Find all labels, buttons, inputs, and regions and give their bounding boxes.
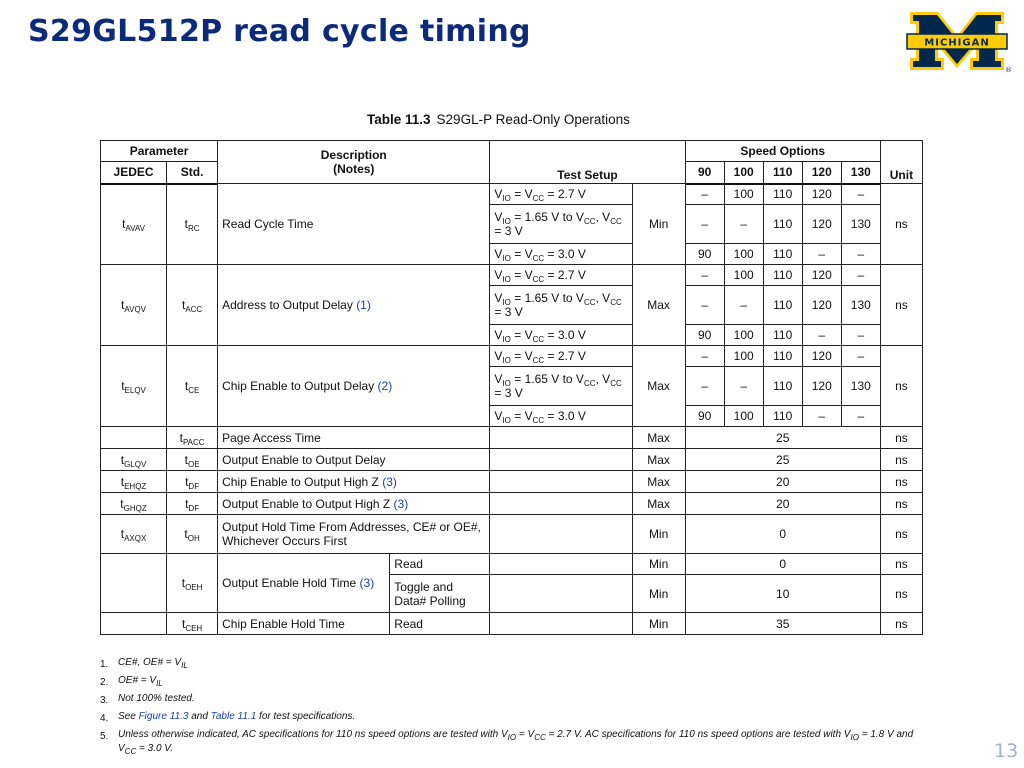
mode-label: Read: [390, 613, 490, 635]
speed-value: –: [841, 265, 880, 286]
speed-value: 110: [763, 244, 802, 265]
unit: ns: [880, 471, 922, 493]
speed-value: 90: [685, 244, 724, 265]
footnote-number: 4.: [100, 713, 109, 724]
speed-value: 100: [724, 265, 763, 286]
unit: ns: [880, 493, 922, 515]
test-condition: $V_{IO} = 1.65$ V to $V_{CC}$, $V_{CC} = 3$ V: [490, 205, 632, 244]
parameter-description: Address to Output Delay (1): [218, 265, 490, 346]
min-max: Max: [632, 493, 685, 515]
speed-value: 110: [763, 406, 802, 427]
speed-value: 100: [724, 406, 763, 427]
test-condition: [490, 554, 632, 575]
parameter-description: Output Enable Hold Time (3): [218, 554, 390, 613]
unit: ns: [880, 449, 922, 471]
table-link[interactable]: Table 11.1: [210, 711, 257, 722]
speed-value: 10: [685, 575, 880, 613]
min-max: Min: [632, 575, 685, 613]
jedec-symbol: [101, 554, 167, 613]
unit: ns: [880, 184, 922, 265]
table-row: [101, 346, 923, 367]
footnote-text: OE# = $V_{IL}$: [118, 675, 163, 688]
jedec-symbol: $t_{AVAV}$: [101, 184, 167, 265]
table-row: [101, 184, 923, 205]
unit: ns: [880, 427, 922, 449]
speed-value: 0: [685, 554, 880, 575]
speed-value: 120: [802, 205, 841, 244]
header-speed-options: Speed Options: [685, 141, 880, 162]
unit: ns: [880, 613, 922, 635]
unit: ns: [880, 346, 922, 427]
speed-value: 100: [724, 244, 763, 265]
footnote: [100, 656, 930, 674]
jedec-symbol: [101, 427, 167, 449]
speed-value: –: [724, 286, 763, 325]
min-max: Min: [632, 613, 685, 635]
jedec-symbol: [101, 613, 167, 635]
speed-value: –: [802, 244, 841, 265]
speed-value: –: [685, 205, 724, 244]
speed-value: –: [802, 325, 841, 346]
parameter-description: Chip Enable to Output Delay (2): [218, 346, 490, 427]
footnote-text: Unless otherwise indicated, AC specifications for 110 ns speed options are tested with $V_{IO} = V_{CC} = 2.7$ V. AC specifications for 110 ns speed options are tested with $V_{IO} = 1.8$ V and $V_{CC} = 3.0$ V.: [118, 729, 914, 756]
table-caption-title: S29GL-P Read-Only Operations: [436, 112, 630, 127]
test-condition: $V_{IO} = V_{CC} = 2.7$ V: [490, 265, 632, 286]
note-ref: (1): [356, 298, 371, 312]
read-only-operations-table: [100, 140, 923, 635]
speed-value: –: [841, 346, 880, 367]
mode-label: Read: [390, 554, 490, 575]
footnote-text: CE#, OE# = $V_{IL}$: [118, 657, 188, 670]
table-caption: [367, 112, 630, 127]
std-symbol: $t_{DF}$: [167, 493, 218, 515]
speed-value: 20: [685, 471, 880, 493]
test-condition: [490, 493, 632, 515]
speed-value: –: [841, 325, 880, 346]
speed-value: –: [724, 367, 763, 406]
test-condition: $V_{IO} = V_{CC} = 3.0$ V: [490, 406, 632, 427]
footnote: [100, 674, 930, 692]
speed-value: –: [841, 406, 880, 427]
speed-value: 100: [724, 184, 763, 205]
min-max: Min: [632, 554, 685, 575]
min-max: Max: [632, 449, 685, 471]
test-condition: $V_{IO} = 1.65$ V to $V_{CC}$, $V_{CC} = 3$ V: [490, 286, 632, 325]
jedec-symbol: $t_{GHQZ}$: [101, 493, 167, 515]
header-std: Std.: [167, 162, 218, 184]
note-ref: (3): [382, 474, 397, 489]
header-parameter: Parameter: [101, 141, 218, 162]
unit: ns: [880, 515, 922, 554]
registered-mark: ®: [1005, 66, 1012, 74]
footnote-text: Not 100% tested.: [118, 693, 195, 704]
table-row: [101, 613, 923, 635]
table-row: [101, 471, 923, 493]
table-row: [101, 427, 923, 449]
std-symbol: $t_{OE}$: [167, 449, 218, 471]
table-row: [101, 515, 923, 554]
speed-value: 110: [763, 184, 802, 205]
std-symbol: $t_{RC}$: [167, 184, 218, 265]
speed-value: 35: [685, 613, 880, 635]
jedec-symbol: $t_{AVQV}$: [101, 265, 167, 346]
test-condition: [490, 427, 632, 449]
speed-value: 120: [802, 286, 841, 325]
header-jedec: JEDEC: [101, 162, 167, 184]
speed-value: 120: [802, 265, 841, 286]
note-ref: (3): [393, 496, 409, 511]
parameter-description: Read Cycle Time: [218, 184, 490, 265]
speed-value: 110: [763, 286, 802, 325]
speed-value: 120: [802, 367, 841, 406]
speed-value: –: [685, 346, 724, 367]
speed-value: 110: [763, 346, 802, 367]
speed-value: –: [685, 265, 724, 286]
test-condition: $V_{IO} = V_{CC} = 2.7$ V: [490, 346, 632, 367]
table-caption-number: Table 11.3: [367, 112, 431, 127]
speed-value: –: [841, 184, 880, 205]
header-description: [218, 141, 490, 184]
footnote-number: 5.: [100, 731, 109, 742]
std-symbol: $t_{CE}$: [167, 346, 218, 427]
speed-value: –: [724, 205, 763, 244]
speed-value: 100: [724, 325, 763, 346]
note-ref: (2): [377, 379, 393, 393]
page-number: 13: [994, 740, 1019, 762]
std-symbol: $t_{ACC}$: [167, 265, 218, 346]
test-condition: $V_{IO} = 1.65$ V to $V_{CC}$, $V_{CC} = 3$ V: [490, 367, 632, 406]
figure-link[interactable]: Figure 11.3: [138, 711, 189, 722]
mode-label: Toggle and Data# Polling: [390, 575, 490, 613]
header-unit: Unit: [880, 141, 922, 184]
table-row: [101, 449, 923, 471]
test-condition: $V_{IO} = V_{CC} = 3.0$ V: [490, 244, 632, 265]
footnote-number: 2.: [100, 677, 109, 688]
speed-value: 0: [685, 515, 880, 554]
footnote: [100, 710, 930, 728]
std-symbol: $t_{DF}$: [167, 471, 218, 493]
test-condition: [490, 515, 632, 554]
header-speed-120: 120: [802, 162, 841, 184]
speed-value: 110: [763, 367, 802, 406]
header-speed-110: 110: [763, 162, 802, 184]
parameter-description: Output Enable to Output Delay: [218, 449, 490, 471]
min-max: Max: [632, 346, 685, 427]
min-max: Max: [632, 471, 685, 493]
parameter-description: Page Access Time: [218, 427, 490, 449]
note-ref: (3): [359, 576, 375, 590]
speed-value: 90: [685, 406, 724, 427]
parameter-description: Output Hold Time From Addresses, CE# or OE#, Whichever Occurs First: [218, 515, 490, 554]
header-speed-90: 90: [685, 162, 724, 184]
speed-value: 130: [841, 367, 880, 406]
unit: ns: [880, 265, 922, 346]
slide-title: S29GL512P read cycle timing: [28, 14, 531, 49]
speed-value: 20: [685, 493, 880, 515]
parameter-description: Chip Enable to Output High Z (3): [218, 471, 490, 493]
speed-value: 100: [724, 346, 763, 367]
jedec-symbol: $t_{GLQV}$: [101, 449, 167, 471]
speed-value: 110: [763, 205, 802, 244]
speed-value: –: [841, 244, 880, 265]
test-condition: [490, 575, 632, 613]
michigan-wordmark: MICHIGAN: [924, 37, 990, 49]
test-condition: $V_{IO} = V_{CC} = 2.7$ V: [490, 184, 632, 205]
test-condition: [490, 449, 632, 471]
michigan-logo: [906, 10, 1008, 72]
header-speed-130: 130: [841, 162, 880, 184]
table-row: [101, 554, 923, 575]
speed-value: –: [685, 286, 724, 325]
table-row: [101, 493, 923, 515]
table-row: [101, 265, 923, 286]
speed-value: 120: [802, 184, 841, 205]
footnote-number: 3.: [100, 695, 109, 706]
header-description-line2: (Notes): [333, 162, 375, 176]
std-symbol: $t_{PACC}$: [167, 427, 218, 449]
jedec-symbol: $t_{ELQV}$: [101, 346, 167, 427]
test-condition: [490, 613, 632, 635]
parameter-description: Chip Enable Hold Time: [218, 613, 390, 635]
std-symbol: $t_{OH}$: [167, 515, 218, 554]
footnote: [100, 692, 930, 710]
speed-value: –: [685, 367, 724, 406]
header-test-setup: Test Setup: [490, 141, 685, 184]
min-max: Max: [632, 427, 685, 449]
speed-value: 25: [685, 427, 880, 449]
jedec-symbol: $t_{AXQX}$: [101, 515, 167, 554]
speed-value: –: [802, 406, 841, 427]
min-max: Min: [632, 184, 685, 265]
speed-value: 130: [841, 286, 880, 325]
unit: ns: [880, 554, 922, 575]
unit: ns: [880, 575, 922, 613]
speed-value: 110: [763, 265, 802, 286]
test-condition: [490, 471, 632, 493]
jedec-symbol: $t_{EHQZ}$: [101, 471, 167, 493]
std-symbol: $t_{CEH}$: [167, 613, 218, 635]
table-footnotes: [100, 656, 930, 756]
speed-value: –: [685, 184, 724, 205]
test-condition: $V_{IO} = V_{CC} = 3.0$ V: [490, 325, 632, 346]
header-description-line1: Description: [320, 148, 387, 162]
footnote: [100, 728, 930, 756]
table-body: [101, 184, 923, 635]
min-max: Min: [632, 515, 685, 554]
std-symbol: $t_{OEH}$: [167, 554, 218, 613]
speed-value: 25: [685, 449, 880, 471]
min-max: Max: [632, 265, 685, 346]
speed-value: 120: [802, 346, 841, 367]
speed-value: 130: [841, 205, 880, 244]
speed-value: 90: [685, 325, 724, 346]
header-speed-100: 100: [724, 162, 763, 184]
parameter-description: Output Enable to Output High Z (3): [218, 493, 490, 515]
footnote-number: 1.: [100, 659, 109, 670]
speed-value: 110: [763, 325, 802, 346]
footnote-text: See Figure 11.3 and Table 11.1 for test specifications.: [118, 711, 356, 722]
